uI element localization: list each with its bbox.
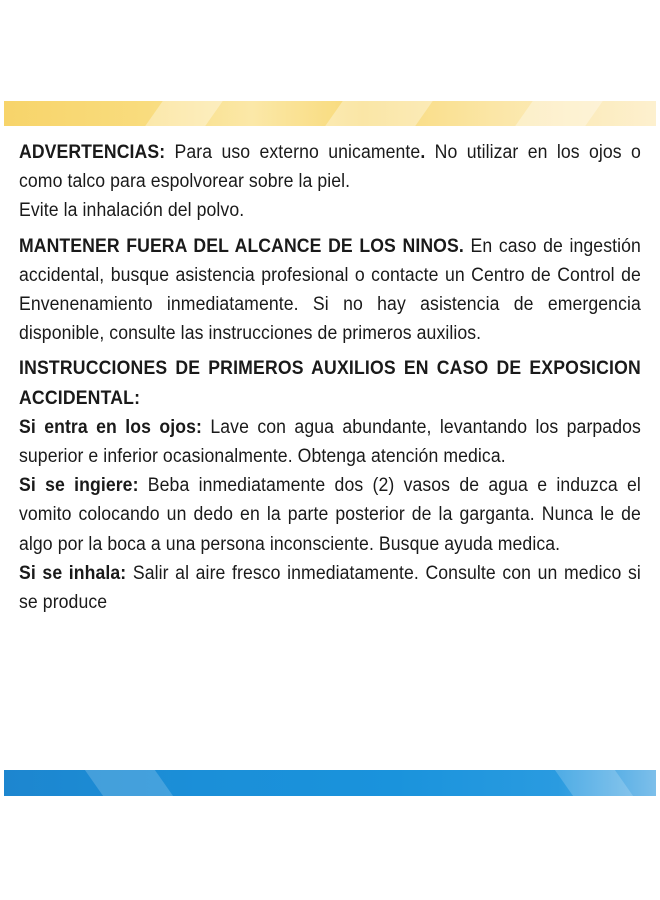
label-text-block bbox=[19, 138, 641, 617]
keep-away-label: MANTENER FUERA DEL ALCANCE DE LOS NINOS. bbox=[19, 234, 464, 257]
eyes-text: Lave con agua abundante, levantando los parpados superior e inferior ocasionalmente. Obtenga atención medica. bbox=[19, 415, 641, 468]
warnings-dot: . bbox=[420, 141, 426, 163]
bottom-decorative-band bbox=[4, 770, 656, 796]
ingest-text: Beba inmediatamente dos (2) vasos de agua e induzca el vomito colocando un dedo en la parte posterior de la garganta. Nunca le de algo por la boca a una persona inconsciente. Busque ayuda medica. bbox=[19, 474, 641, 555]
band-facet bbox=[555, 770, 633, 796]
eyes-paragraph bbox=[19, 413, 641, 471]
inhale-paragraph bbox=[19, 559, 641, 617]
inhale-text: Salir al aire fresco inmediatamente. Consulte con un medico si se produce bbox=[19, 561, 641, 614]
ingest-paragraph bbox=[19, 471, 641, 559]
band-facet bbox=[85, 770, 173, 796]
keep-away-text: En caso de ingestión accidental, busque asistencia profesional o contacte un Centro de Control de Envenenamiento inmediatamente. Si no hay asistencia de emergencia disponible, consulte las instrucciones de primeros auxilios. bbox=[19, 234, 641, 345]
first-aid-heading: INSTRUCCIONES DE PRIMEROS AUXILIOS EN CASO DE EXPOSICION ACCIDENTAL: bbox=[19, 357, 641, 409]
warnings-text-1: Para uso externo unicamente bbox=[174, 141, 421, 163]
band-facet bbox=[515, 101, 603, 126]
warnings-text-2: No utilizar en los ojos o como talco para espolvorear sobre la piel. bbox=[19, 141, 641, 193]
band-facet bbox=[325, 101, 433, 126]
band-facet bbox=[145, 101, 223, 126]
inhale-label: Si se inhala: bbox=[19, 561, 127, 584]
warnings-line-2: Evite la inhalación del polvo. bbox=[19, 199, 245, 222]
eyes-label: Si entra en los ojos: bbox=[19, 415, 202, 438]
ingest-label: Si se ingiere: bbox=[19, 474, 139, 497]
top-decorative-band bbox=[4, 101, 656, 126]
warnings-paragraph bbox=[19, 138, 641, 196]
keep-away-paragraph bbox=[19, 232, 641, 349]
warnings-label: ADVERTENCIAS: bbox=[19, 141, 166, 163]
